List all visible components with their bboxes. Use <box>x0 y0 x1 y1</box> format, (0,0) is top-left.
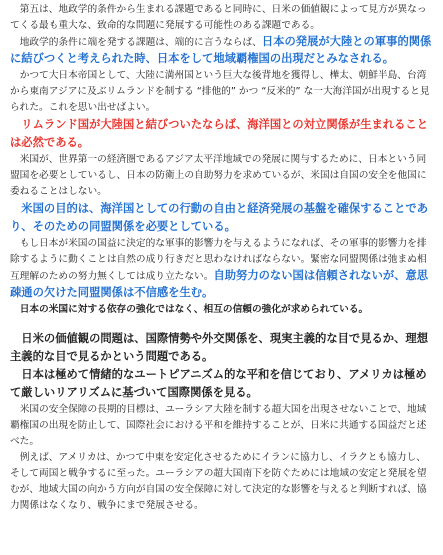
paragraph-9: 日米の価値観の問題は、国際情勢や外交関係を、現実主義的な目で見るか、理想主義的な目で見るかという問題である。 <box>10 332 428 363</box>
paragraph-8: 日本の米国に対する依存の強化ではなく、相互の信頼の強化が求められている。 <box>19 304 369 315</box>
paragraph-2-highlight: 日本の発展が大陸との軍事的関係に結びつくと考えられた時、日本をして地域覇権国の出現だとみなされる。 <box>10 35 432 65</box>
paragraph-11: 米国の安全保障の長期的目標は、ユーラシア大陸を制する超大国を出現させないことで、地域覇権国の出現を防止して、国際社会における平和を維持することが、日米に共通する国益だと述べた。 <box>10 404 427 447</box>
paragraph-2 <box>10 34 435 68</box>
section-gap <box>10 318 435 330</box>
paragraph-10: 日本は極めて情緒的なユートピアニズム的な平和を信じており、アメリカは極めて厳しいリアリズムに基づいて国際関係を見る。 <box>10 368 427 399</box>
paragraph-7-highlight: 自助努力のない国は信頼されないが、意思疎通の欠けた同盟関係は不信感を生む。 <box>10 269 429 299</box>
paragraph-3: かつて大日本帝国として、大陸に満州国という巨大な後背地を獲得し、樺太、朝鮮半島、台湾から東南アジアに及ぶリムランドを制する “排他的” かつ “反米的” な一大海洋国が出現すると見られた。これを思い出せばよい。 <box>10 70 430 113</box>
paragraph-5: 米国が、世界第一の経済圏であるアジア太平洋地域での発展に関与するために、日本という同盟国を必要としているし、日本の防衛上の自助努力を求めているが、米国は自国の安全を他国に委ねることはしない。 <box>10 154 427 197</box>
paragraph-7 <box>10 236 435 302</box>
paragraph-4-highlight: リムランド国が大陸国と結びついたならば、海洋国との対立関係が生まれることは必然である。 <box>10 118 428 149</box>
paragraph-1: 第五は、地政学的条件から生まれる課題であると同時に、日米の価値観によって見方が異なってくる最も重大な、致命的な問題に発展する可能性のある課題である。 <box>10 4 427 31</box>
paragraph-12: 例えば、アメリカは、かつて中東を安定化させるためにイランに協力し、イラクとも協力し、そして両国と戦争するに至った。ユーラシアの超大国南下を防ぐためには地域の安定と発展を望むが、地域大国の向かう方向が自国の安全保障に対して決定的な影響を与えると判断すれば、協力関係はなくなり、戦争にまで発展させる。 <box>10 452 427 511</box>
paragraph-7-text: もし日本が米国の国益に決定的な軍事的影響力を与えるようになれば、その軍事的影響力を排除するように動くことは自然の成り行きだと思わなければならない。緊密な同盟関係は弛まぬ相互理解のための努力無くしては成り立たない。 <box>10 238 427 282</box>
paragraph-6-highlight: 米国の目的は、海洋国としての行動の自由と経済発展の基盤を確保することであり、そのための同盟関係を必要としている。 <box>10 202 428 233</box>
paragraph-2-text: 地政学的条件に端を発する課題は、端的に言うならば、 <box>19 37 262 48</box>
